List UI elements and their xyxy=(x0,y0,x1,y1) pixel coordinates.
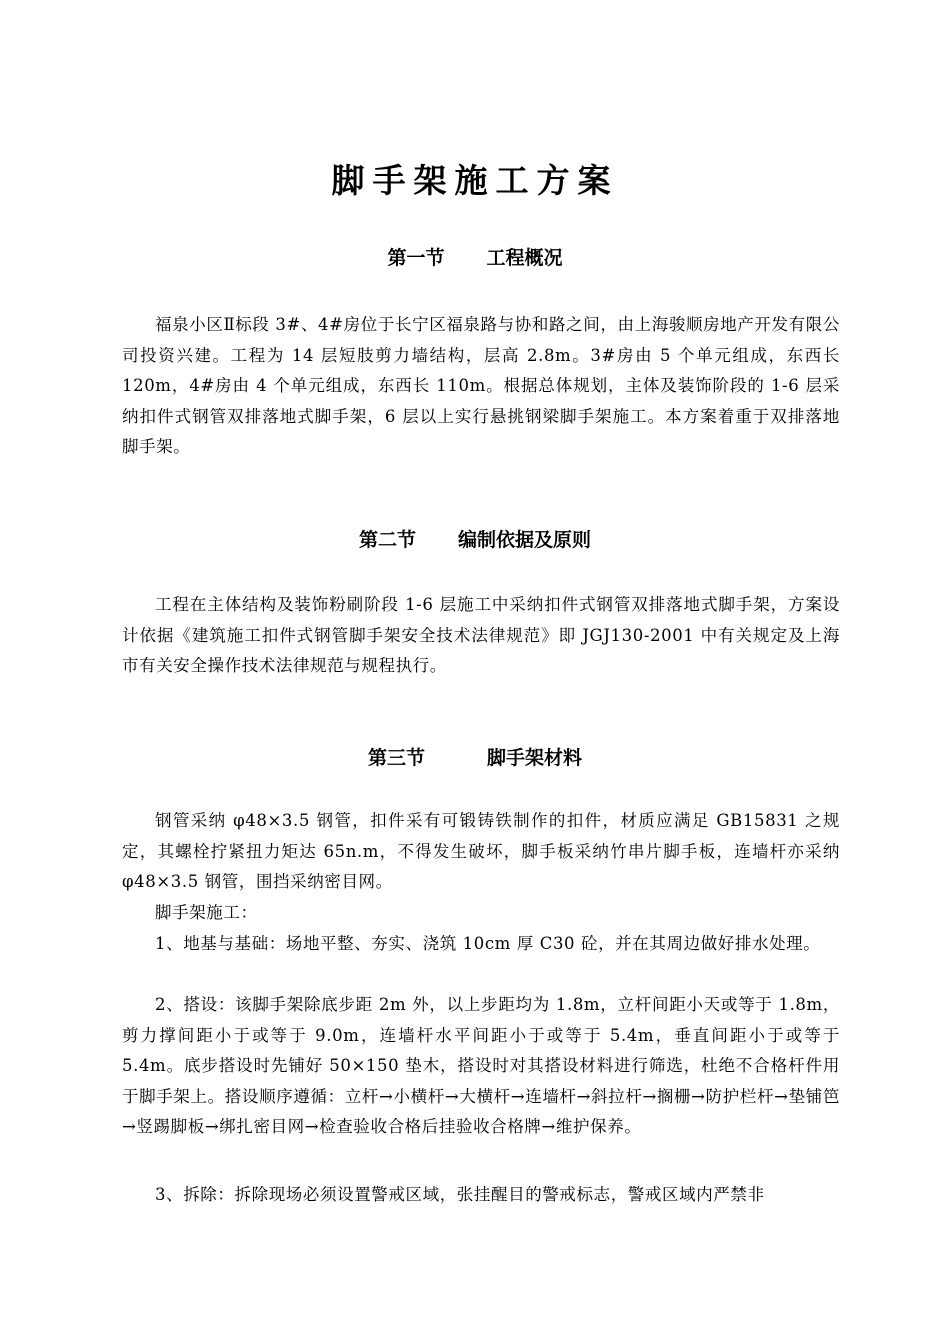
section-heading-2 xyxy=(0,526,950,554)
paragraph: 钢管采纳 φ48×3.5 钢管，扣件采有可锻铸铁制作的扣件，材质应满足 GB15831 之规定，其螺栓拧紧扭力矩达 65n.m，不得发生破坏，脚手板采纳竹串片脚手板，连墙杆亦采纳 φ48×3.5 钢管，围挡采纳密目网。 xyxy=(122,811,840,891)
paragraph: 2、搭设：该脚手架除底步距 2m 外，以上步距均为 1.8m，立杆间距小天或等于 1.8m，剪力撑间距小于或等于 9.0m，连墙杆水平间距小于或等于 5.4m，垂直间距小于或等于 5.4m。底步搭设时先铺好 50×150 垫木，搭设时对其搭设材料进行筛选，杜绝不合格杆件用于脚手架上。搭设顺序遵循：立杆→小横杆→大横杆→连墙杆→斜拉杆→搁栅→防护栏杆→垫铺笆→竖踢脚板→绑扎密目网→检查验收合格后挂验收合格牌→维护保养。 xyxy=(122,995,840,1136)
section-heading-1 xyxy=(0,244,950,272)
section-number: 第一节 xyxy=(387,247,445,269)
section-number: 第二节 xyxy=(358,529,416,551)
paragraph: 3、拆除：拆除现场必须设置警戒区域，张挂醒目的警戒标志，警戒区域内严禁非 xyxy=(155,1185,765,1204)
paragraph: 福泉小区Ⅱ标段 3#、4#房位于长宁区福泉路与协和路之间，由上海骏顺房地产开发有限公司投资兴建。工程为 14 层短肢剪力墙结构，层高 2.8m。3#房由 5 个单元组成，东西长 120m，4#房由 4 个单元组成，东西长 110m。根据总体规划，主体及装饰阶段的 1-6 层采纳扣件式钢管双排落地式脚手架，6 层以上实行悬挑钢梁脚手架施工。本方案着重于双排落地脚手架。 xyxy=(122,315,840,456)
section-number: 第三节 xyxy=(367,747,425,769)
document-title: 脚手架施工方案 xyxy=(331,161,619,200)
section-name: 工程概况 xyxy=(486,247,563,269)
section-name: 脚手架材料 xyxy=(487,747,583,769)
section-heading-3 xyxy=(0,744,950,772)
section-name: 编制依据及原则 xyxy=(458,529,592,551)
paragraph: 脚手架施工： xyxy=(155,903,258,922)
paragraph: 工程在主体结构及装饰粉刷阶段 1-6 层施工中采纳扣件式钢管双排落地式脚手架，方案设计依据《建筑施工扣件式钢管脚手架安全技术法律规范》即 JGJ130-2001 中有关规定及上海市有关安全操作技术法律规范与规程执行。 xyxy=(122,595,840,675)
paragraph: 1、地基与基础：场地平整、夯实、浇筑 10cm 厚 C30 砼，并在其周边做好排水处理。 xyxy=(155,934,821,953)
